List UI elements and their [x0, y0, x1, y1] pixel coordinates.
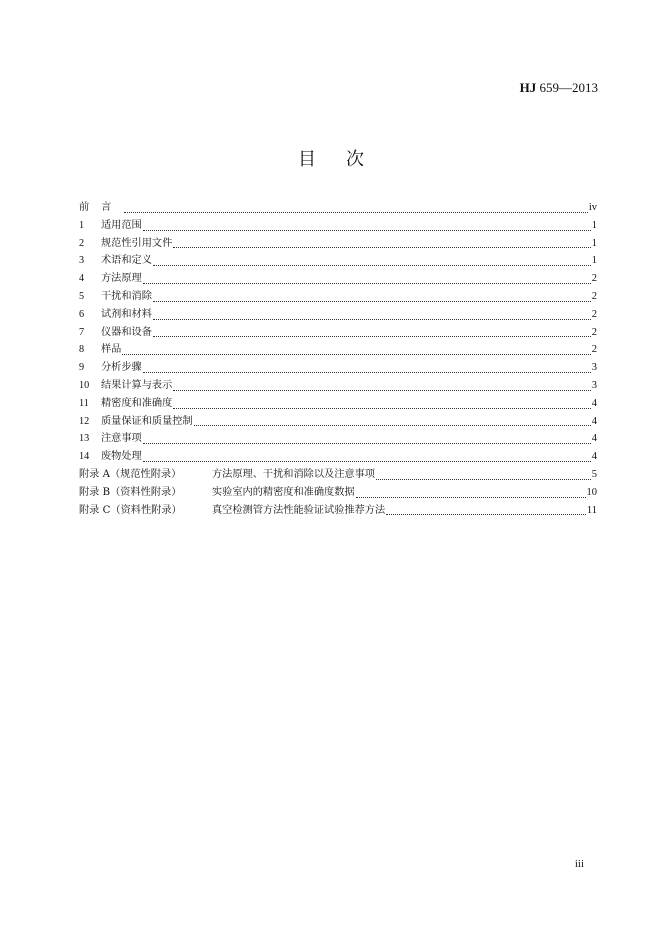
toc-entry-page: iv — [588, 202, 597, 213]
toc-leader-dots — [153, 264, 591, 266]
toc-entry-number: 13 — [79, 433, 90, 445]
toc-entry-page: 1 — [591, 237, 597, 249]
toc-leader-dots — [122, 353, 590, 355]
toc-entry-number: 9 — [79, 362, 85, 374]
toc-entry-13[interactable] — [79, 430, 597, 448]
document-code — [520, 80, 598, 96]
toc-title: 目次 — [298, 149, 394, 170]
toc-entry-page: 10 — [586, 486, 597, 498]
toc-entry-label: 方法原理、干扰和消除以及注意事项 — [212, 468, 375, 480]
toc-appendix-tag: 附录 A（规范性附录） — [79, 468, 182, 480]
toc-entry-label: 前言 — [79, 202, 124, 213]
toc-entry-label: 仪器和设备 — [101, 326, 152, 338]
toc-entry-appendix-c[interactable] — [79, 502, 597, 520]
toc-entry-page: 1 — [591, 219, 597, 231]
toc-entry-4[interactable] — [79, 270, 597, 288]
toc-entry-9[interactable] — [79, 359, 597, 377]
toc-entry-7[interactable] — [79, 324, 597, 342]
toc-entry-page: 4 — [591, 433, 597, 445]
toc-entry-page: 2 — [591, 308, 597, 320]
toc-leader-dots — [143, 371, 591, 373]
toc-entry-page: 5 — [591, 468, 597, 480]
document-code-number: 659—2013 — [536, 80, 598, 95]
toc-entry-6[interactable] — [79, 306, 597, 324]
toc-entry-page: 3 — [591, 379, 597, 391]
toc-leader-dots — [143, 442, 591, 444]
toc-entry-label: 真空检测管方法性能验证试验推荐方法 — [212, 504, 386, 516]
toc-leader-dots — [153, 318, 591, 320]
toc-entry-label: 结果计算与表示 — [101, 379, 173, 391]
toc-entry-label: 方法原理 — [101, 273, 142, 285]
toc-entry-number: 7 — [79, 326, 85, 338]
toc-entry-page: 4 — [591, 451, 597, 463]
toc-leader-dots — [153, 300, 591, 302]
toc-entry-number: 12 — [79, 415, 90, 427]
toc-appendix-tag: 附录 B（资料性附录） — [79, 486, 182, 498]
toc-entry-page: 3 — [591, 362, 597, 374]
toc-entry-page: 2 — [591, 326, 597, 338]
toc-leader-dots — [386, 513, 586, 515]
toc-entry-label: 实验室内的精密度和准确度数据 — [212, 486, 355, 498]
toc-entry-8[interactable] — [79, 341, 597, 359]
toc-leader-dots — [194, 424, 591, 426]
toc-entry-label: 分析步骤 — [101, 362, 142, 374]
document-code-prefix: HJ — [519, 80, 537, 95]
toc-entry-page: 4 — [591, 415, 597, 427]
toc-leader-dots — [124, 211, 587, 213]
toc-entry-page: 2 — [591, 290, 597, 302]
toc-entry-number: 8 — [79, 344, 85, 356]
toc-entry-label: 规范性引用文件 — [101, 237, 173, 249]
toc-entry-number: 6 — [79, 308, 85, 320]
toc-leader-dots — [143, 229, 591, 231]
toc-entry-1[interactable] — [79, 217, 597, 235]
toc-entry-number: 11 — [79, 397, 89, 409]
toc-leader-dots — [356, 496, 586, 498]
toc-leader-dots — [153, 335, 591, 337]
toc-entry-number: 3 — [79, 255, 85, 267]
toc-entry-label: 术语和定义 — [101, 255, 152, 267]
toc-leader-dots — [376, 478, 591, 480]
toc-entry-label: 质量保证和质量控制 — [101, 415, 193, 427]
toc-leader-dots — [143, 282, 591, 284]
toc-entry-page: 2 — [591, 273, 597, 285]
toc-appendix-tag: 附录 C（资料性附录） — [79, 504, 182, 516]
toc-entry-number: 1 — [79, 219, 85, 231]
toc-entry-appendix-a[interactable] — [79, 466, 597, 484]
toc-entry-11[interactable] — [79, 395, 597, 413]
toc-entry-number: 14 — [79, 451, 90, 463]
toc-entry-page: 4 — [591, 397, 597, 409]
toc-entry-label: 试剂和材料 — [101, 308, 152, 320]
toc-entry-number: 10 — [79, 379, 90, 391]
toc-entry-appendix-b[interactable] — [79, 484, 597, 502]
toc-entry-label: 废物处理 — [101, 451, 142, 463]
toc-entry-5[interactable] — [79, 288, 597, 306]
page-number: iii — [574, 858, 584, 870]
toc-entry-page: 1 — [591, 255, 597, 267]
toc-entry-label: 样品 — [101, 344, 122, 356]
toc-entry-12[interactable] — [79, 413, 597, 431]
toc-entry-number: 4 — [79, 273, 85, 285]
toc-entry-page: 11 — [586, 504, 597, 516]
toc-entry-2[interactable] — [79, 235, 597, 253]
toc-leader-dots — [173, 246, 590, 248]
table-of-contents — [79, 199, 597, 519]
toc-entry-label: 精密度和准确度 — [101, 397, 173, 409]
toc-entry-14[interactable] — [79, 448, 597, 466]
toc-leader-dots — [143, 460, 591, 462]
toc-leader-dots — [173, 407, 590, 409]
toc-entry-3[interactable] — [79, 252, 597, 270]
toc-entry-label: 干扰和消除 — [101, 290, 152, 302]
toc-entry-page: 2 — [591, 344, 597, 356]
toc-entry-10[interactable] — [79, 377, 597, 395]
toc-entry-preface[interactable] — [79, 199, 597, 217]
toc-entry-label: 适用范围 — [101, 219, 142, 231]
toc-entry-number: 5 — [79, 290, 85, 302]
toc-entry-label: 注意事项 — [101, 433, 142, 445]
toc-leader-dots — [173, 389, 590, 391]
toc-entry-number: 2 — [79, 237, 85, 249]
